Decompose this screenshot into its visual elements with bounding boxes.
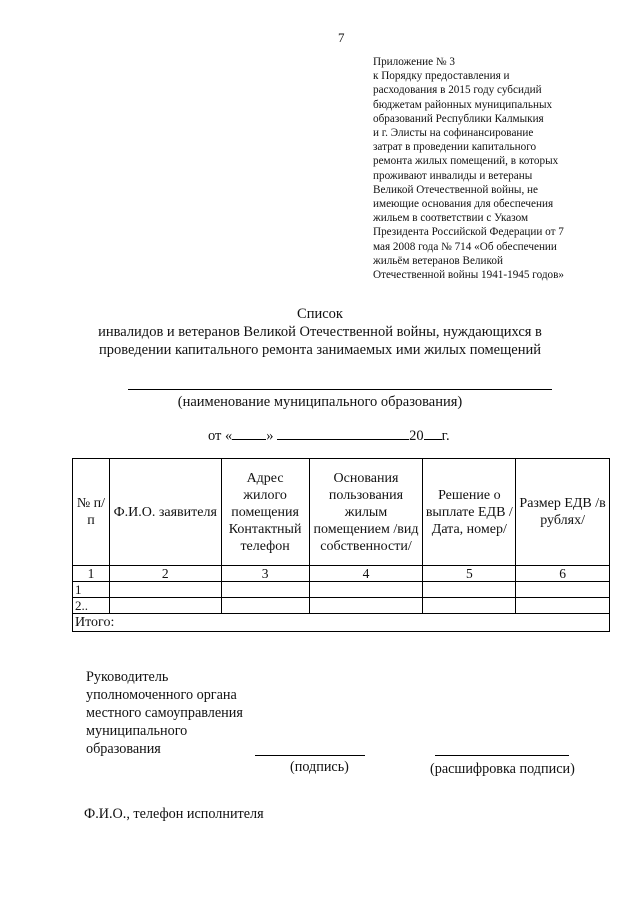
signer-line: образования [86,741,161,757]
table-row [73,582,610,598]
decoding-caption: (расшифровка подписи) [430,761,575,777]
signer-line: муниципального [86,723,188,739]
header-cell: Основания пользования жилым помещением /вид собственности/ [309,459,423,566]
appendix-line: имеющие основания для обеспечения [373,198,554,211]
table-cell [221,598,309,614]
appendix-line: мая 2008 года № 714 «Об обеспечении [373,240,557,253]
column-number: 2 [109,566,221,582]
header-cell: Адрес жилого помещения Контактный телефон [221,459,309,566]
row-number: 1 [73,582,110,598]
appendix-line: Приложение № 3 [373,56,455,68]
column-number: 5 [423,566,516,582]
title-line: Список [297,306,343,322]
appendix-note [373,55,613,282]
table-cell [516,598,610,614]
appendix-line: ремонта жилых помещений, в которых [373,155,559,168]
table-cell [109,598,221,614]
total-row [73,614,610,632]
signature-caption: (подпись) [290,759,349,775]
date-close-quote: » [266,428,274,444]
total-label: Итого: [73,614,610,632]
municipality-blank-line [128,389,552,390]
signer-block [86,668,243,758]
column-number: 1 [73,566,110,582]
appendix-line: и г. Элисты на софинансирование [373,127,534,140]
table-cell [423,582,516,598]
appendix-line: жильём ветеранов Великой [373,254,503,267]
appendix-line: к Порядку предоставления и [373,70,510,83]
appendix-line: расходования в 2015 году субсидий [373,84,542,97]
header-cell: Решение о выплате ЕДВ /Дата, номер/ [423,459,516,566]
column-number: 4 [309,566,423,582]
header-cell: Размер ЕДВ /в рублях/ [516,459,610,566]
table-row [73,598,610,614]
table-cell [516,582,610,598]
appendix-line: бюджетам районных муниципальных [373,98,553,111]
year-blank [424,425,442,440]
table-cell [309,598,423,614]
column-number-row [73,566,610,582]
decoding-line [435,755,569,756]
signer-line: местного самоуправления [86,705,243,721]
veterans-table [72,458,610,632]
column-number: 6 [516,566,610,582]
date-year: 20 [409,428,424,444]
title-line: проведении капитального ремонта занимаемых ими жилых помещений [98,342,542,358]
title-line: инвалидов и ветеранов Великой Отечественной войны, нуждающихся в [98,324,542,340]
day-blank [232,425,266,440]
appendix-line: затрат в проведении капитального [373,141,537,154]
appendix-line: Президента Российской Федерации от 7 [373,226,564,239]
header-cell: Ф.И.О. заявителя [109,459,221,566]
appendix-line: жильем в соответствии с Указом [373,212,529,225]
executor-label: Ф.И.О., телефон исполнителя [84,806,264,822]
date-suffix: г. [441,428,450,444]
signer-line: Руководитель [86,669,169,685]
appendix-line: Отечественной войны 1941-1945 годов» [373,269,565,282]
table-cell [221,582,309,598]
signature-line [255,755,365,756]
column-number: 3 [221,566,309,582]
signer-line: уполномоченного органа [86,687,237,703]
date-prefix: от « [208,428,233,444]
month-blank [277,425,409,440]
table-cell [309,582,423,598]
row-number: 2.. [73,598,110,614]
appendix-line: проживают инвалиды и ветераны [373,169,533,182]
appendix-line: образований Республики Калмыкия [373,112,544,125]
date-field [208,425,450,445]
table-cell [109,582,221,598]
appendix-line: Великой Отечественной войны, не [373,183,538,196]
table-cell [423,598,516,614]
table-header-row [73,459,610,566]
municipality-caption: (наименование муниципального образования) [177,394,463,410]
header-cell: № п/п [73,459,110,566]
document-title [0,305,640,359]
page-number: 7 [338,30,345,45]
